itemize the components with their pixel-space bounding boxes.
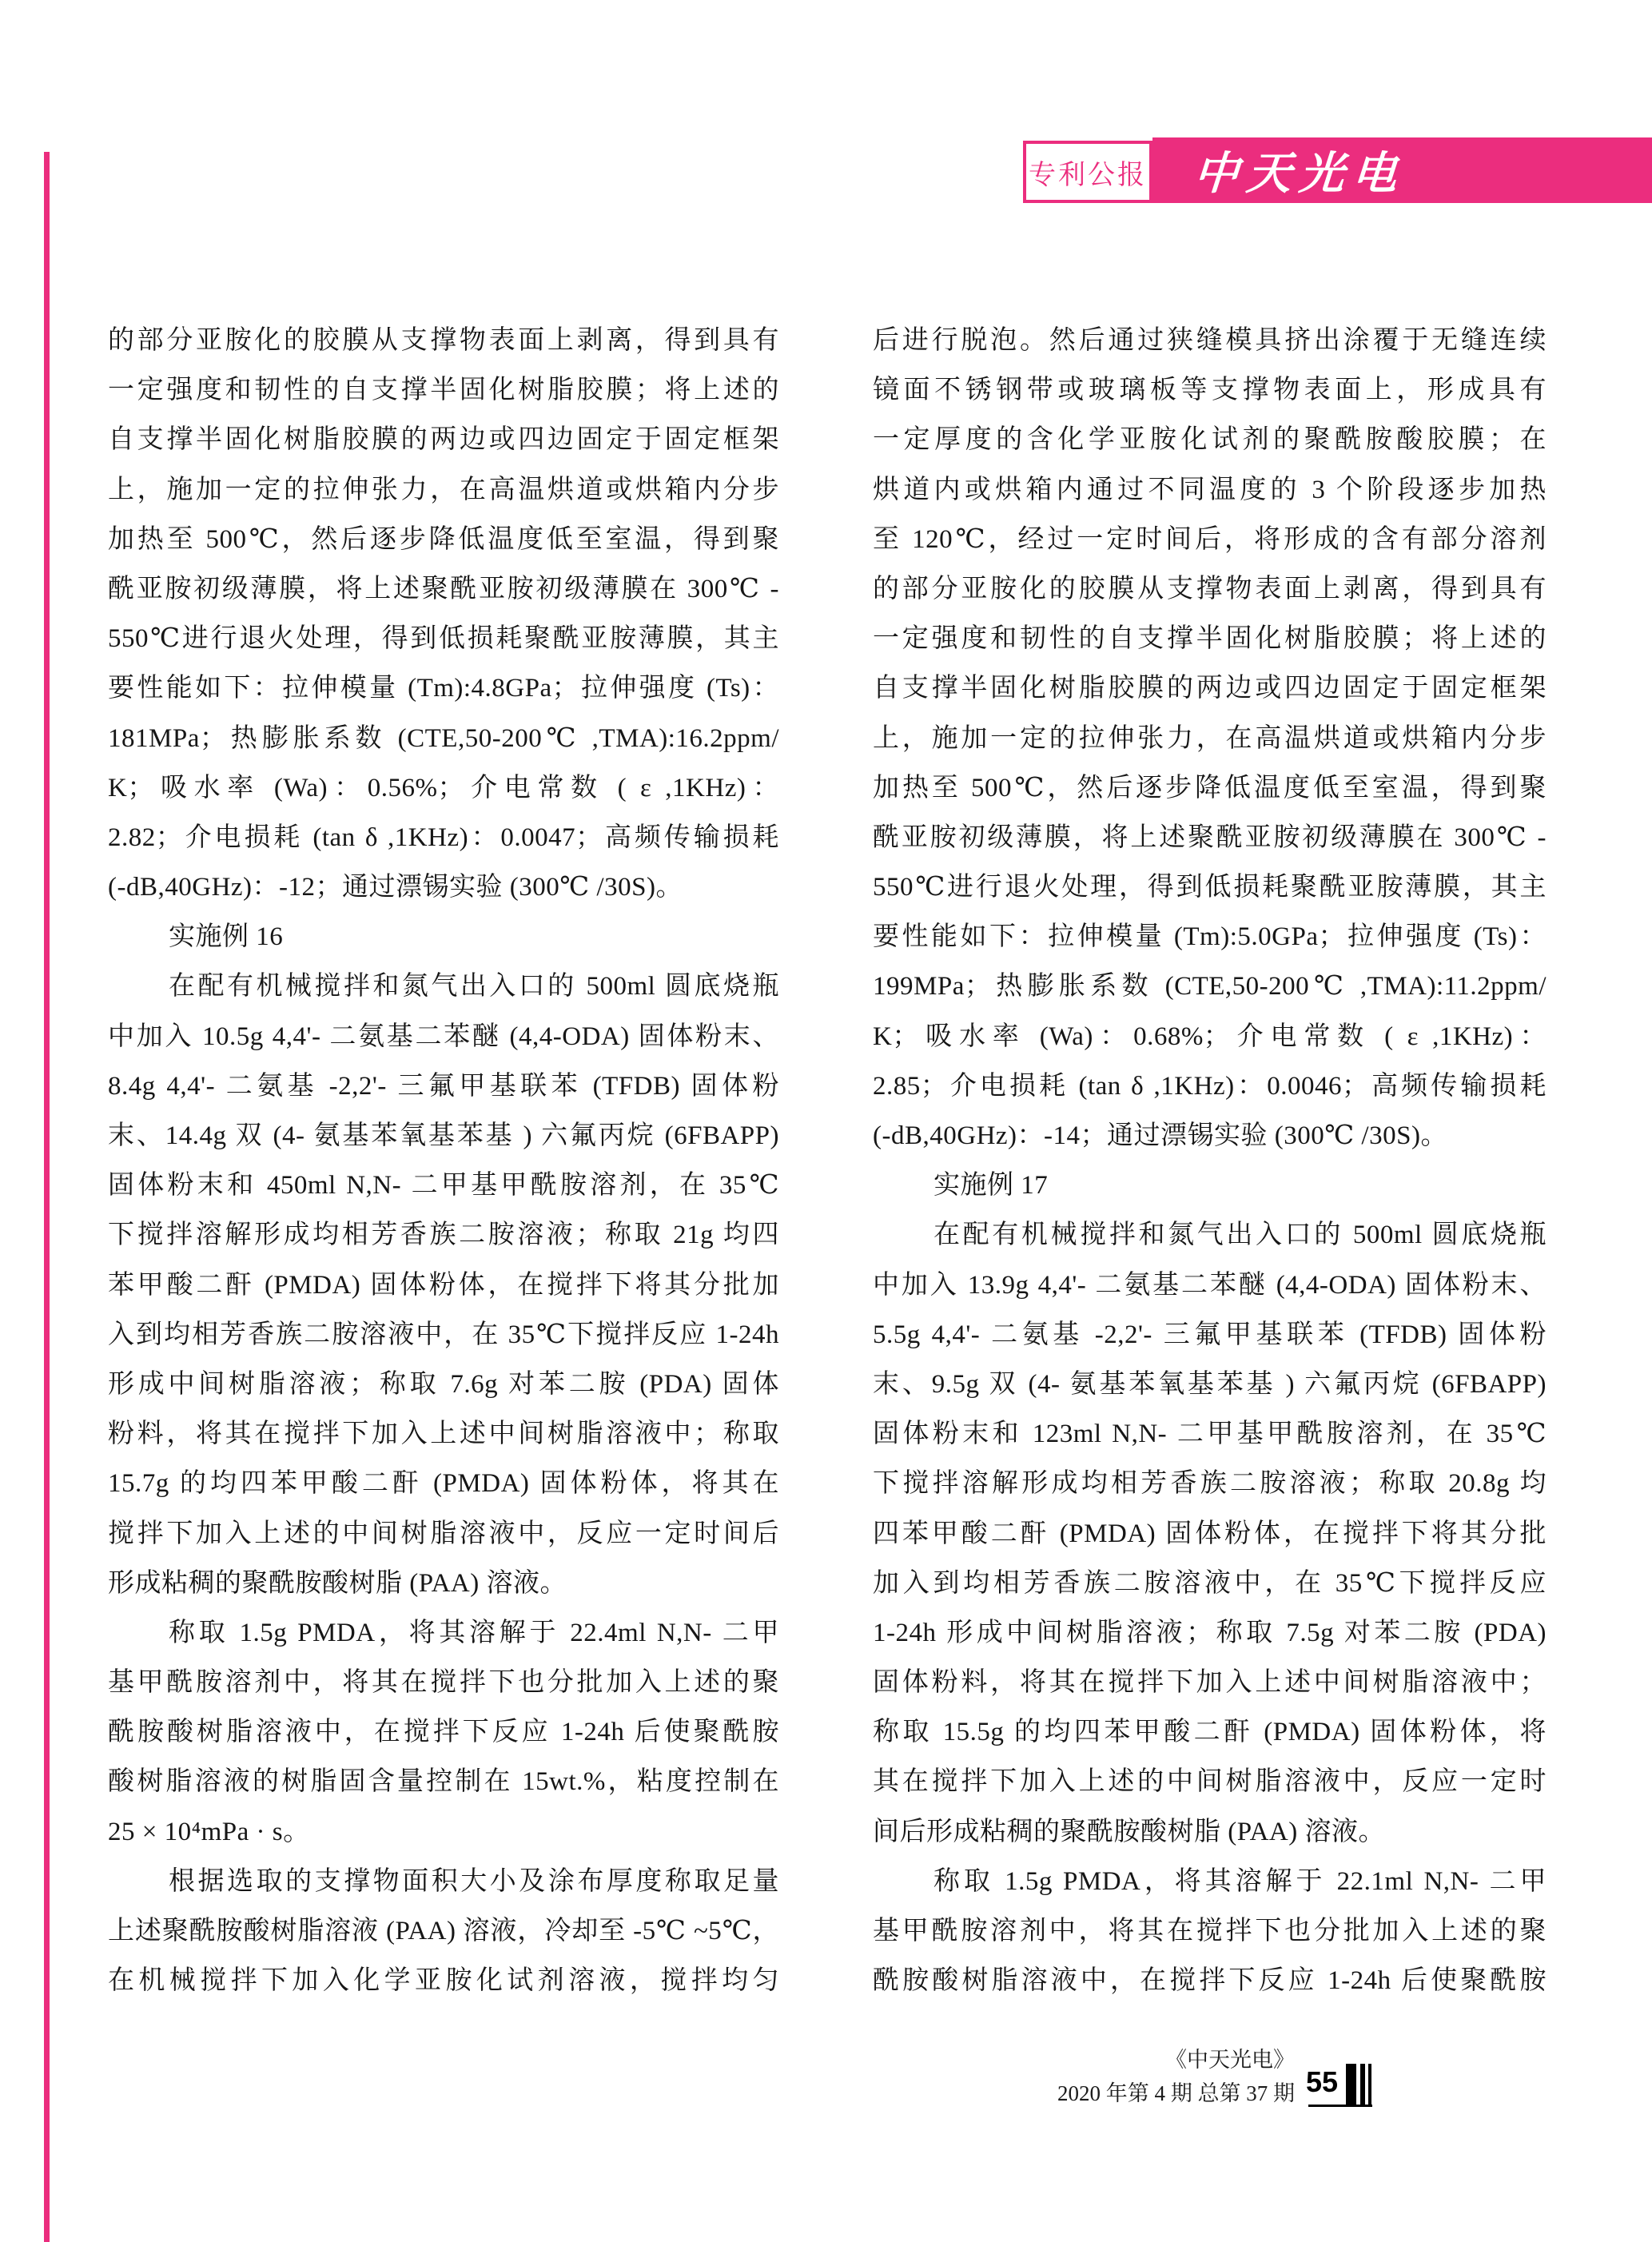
- text-line: 末、14.4g 双 (4- 氨基苯氧基苯基 ) 六氟丙烷 (6FBAPP): [108, 1121, 779, 1150]
- text-line: 1-24h 形成中间树脂溶液；称取 7.5g 对苯二胺 (PDA): [873, 1618, 1547, 1647]
- footer-issue-block: [959, 2043, 1295, 2110]
- text-line: 烘道内或烘箱内通过不同温度的 3 个阶段逐步加热: [873, 475, 1547, 504]
- text-line: 酰亚胺初级薄膜，将上述聚酰亚胺初级薄膜在 300℃ -: [108, 574, 779, 603]
- text-line: 550℃进行退火处理，得到低损耗聚酰亚胺薄膜，其主: [108, 624, 779, 654]
- text-line: 2.85；介电损耗 (tan δ ,1KHz)：0.0046；高频传输损耗: [873, 1071, 1547, 1101]
- page-marker-bar: [1360, 2064, 1365, 2105]
- text-line: 实施例 16: [169, 922, 284, 952]
- text-line: 8.4g 4,4'- 二氨基 -2,2'- 三氟甲基联苯 (TFDB) 固体粉: [108, 1071, 779, 1101]
- text-line: K；吸水率 (Wa)：0.68%；介电常数 ( ε ,1KHz)：: [873, 1021, 1547, 1051]
- page-number-rule: [1308, 2105, 1372, 2107]
- body-left-column: [108, 316, 779, 2005]
- text-line: 下搅拌溶解形成均相芳香族二胺溶液；称取 20.8g 均: [873, 1469, 1547, 1499]
- text-line: 其在搅拌下加入上述的中间树脂溶液中，反应一定时: [873, 1767, 1547, 1797]
- text-line: 在配有机械搅拌和氮气出入口的 500ml 圆底烧瓶: [169, 972, 779, 1002]
- text-line: 镜面不锈钢带或玻璃板等支撑物表面上，形成具有: [873, 376, 1547, 405]
- text-line: 至 120℃，经过一定时间后，将形成的含有部分溶剂: [873, 524, 1547, 554]
- text-line: 自支撑半固化树脂胶膜的两边或四边固定于固定框架: [873, 674, 1547, 703]
- text-line: 粉料，将其在搅拌下加入上述中间树脂溶液中；称取: [108, 1420, 779, 1449]
- text-line: 2.82；介电损耗 (tan δ ,1KHz)：0.0047；高频传输损耗: [108, 822, 779, 852]
- text-line: 一定厚度的含化学亚胺化试剂的聚酰胺酸胶膜；在: [873, 425, 1547, 455]
- text-line: 的部分亚胺化的胶膜从支撑物表面上剥离，得到具有: [108, 326, 779, 355]
- issue-info: 2020 年第 4 期 总第 37 期: [1057, 2081, 1295, 2105]
- text-line: 固体粉末和 123ml N,N- 二甲基甲酰胺溶剂，在 35℃: [873, 1420, 1547, 1449]
- text-line: 下搅拌溶解形成均相芳香族二胺溶液；称取 21g 均四: [108, 1221, 779, 1250]
- text-line: 15.7g 的均四苯甲酸二酐 (PMDA) 固体粉体，将其在: [108, 1469, 779, 1499]
- text-line: 入到均相芳香族二胺溶液中，在 35℃下搅拌反应 1-24h: [108, 1320, 779, 1349]
- text-line: 加热至 500℃，然后逐步降低温度低至室温，得到聚: [108, 524, 779, 554]
- text-line: 搅拌下加入上述的中间树脂溶液中，反应一定时间后: [108, 1519, 779, 1548]
- text-line: 自支撑半固化树脂胶膜的两边或四边固定于固定框架: [108, 425, 779, 455]
- text-line: 的部分亚胺化的胶膜从支撑物表面上剥离，得到具有: [873, 574, 1547, 603]
- patent-gazette-badge-label: 专利公报: [1029, 159, 1147, 190]
- text-line: 上，施加一定的拉伸张力，在高温烘道或烘箱内分步: [108, 475, 779, 504]
- text-line: 上，施加一定的拉伸张力，在高温烘道或烘箱内分步: [873, 723, 1547, 753]
- text-line: 一定强度和韧性的自支撑半固化树脂胶膜；将上述的: [108, 376, 779, 405]
- page-number: 55: [1306, 2065, 1339, 2098]
- text-line: 间后形成粘稠的聚酰胺酸树脂 (PAA) 溶液。: [873, 1817, 1385, 1846]
- text-line: (-dB,40GHz)：-12；通过漂锡实验 (300℃ /30S)。: [108, 873, 683, 902]
- text-line: K；吸水率 (Wa)：0.56%；介电常数 ( ε ,1KHz)：: [108, 773, 779, 802]
- text-line: 后进行脱泡。然后通过狭缝模具挤出涂覆于无缝连续: [873, 326, 1547, 355]
- text-line: 加入到均相芳香族二胺溶液中，在 35℃下搅拌反应: [873, 1568, 1547, 1598]
- text-line: 中加入 10.5g 4,4'- 二氨基二苯醚 (4,4-ODA) 固体粉末、: [108, 1021, 779, 1051]
- text-line: (-dB,40GHz)：-14；通过漂锡实验 (300℃ /30S)。: [873, 1121, 1447, 1150]
- body-right-column: [873, 316, 1547, 2005]
- text-line: 要性能如下：拉伸模量 (Tm):5.0GPa；拉伸强度 (Ts)：: [873, 922, 1547, 952]
- text-line: 199MPa；热膨胀系数 (CTE,50-200℃ ,TMA):11.2ppm/: [873, 972, 1547, 1002]
- text-line: 在配有机械搅拌和氮气出入口的 500ml 圆底烧瓶: [933, 1221, 1547, 1250]
- brand-logo-text: 中天光电: [1192, 147, 1407, 200]
- text-line: 称取 1.5g PMDA，将其溶解于 22.4ml N,N- 二甲: [169, 1618, 779, 1647]
- text-line: 5.5g 4,4'- 二氨基 -2,2'- 三氟甲基联苯 (TFDB) 固体粉: [873, 1320, 1547, 1349]
- text-line: 酸树脂溶液的树脂固含量控制在 15wt.%，粘度控制在: [108, 1767, 779, 1797]
- text-line: 中加入 13.9g 4,4'- 二氨基二苯醚 (4,4-ODA) 固体粉末、: [873, 1270, 1547, 1300]
- text-line: 基甲酰胺溶剂中，将其在搅拌下也分批加入上述的聚: [108, 1668, 779, 1698]
- text-line: 550℃进行退火处理，得到低损耗聚酰亚胺薄膜，其主: [873, 873, 1547, 902]
- text-line: 酰胺酸树脂溶液中，在搅拌下反应 1-24h 后使聚酰胺: [108, 1718, 779, 1747]
- text-line: 一定强度和韧性的自支撑半固化树脂胶膜；将上述的: [873, 624, 1547, 654]
- left-accent-rule: [44, 152, 50, 2242]
- brand-banner: [1152, 137, 1652, 203]
- text-line: 固体粉末和 450ml N,N- 二甲基甲酰胺溶剂，在 35℃: [108, 1171, 779, 1201]
- text-line: 加热至 500℃，然后逐步降低温度低至室温，得到聚: [873, 773, 1547, 802]
- text-line: 称取 1.5g PMDA，将其溶解于 22.1ml N,N- 二甲: [933, 1866, 1547, 1896]
- text-line: 形成粘稠的聚酰胺酸树脂 (PAA) 溶液。: [108, 1568, 567, 1598]
- text-line: 固体粉料，将其在搅拌下加入上述中间树脂溶液中；: [873, 1668, 1547, 1698]
- text-line: 苯甲酸二酐 (PMDA) 固体粉体，在搅拌下将其分批加: [108, 1270, 779, 1300]
- text-line: 末、9.5g 双 (4- 氨基苯氧基苯基 ) 六氟丙烷 (6FBAPP): [873, 1369, 1547, 1399]
- text-line: 在机械搅拌下加入化学亚胺化试剂溶液，搅拌均匀: [108, 1966, 779, 1996]
- journal-name: 《中天光电》: [1165, 2048, 1295, 2072]
- page-marker-bar: [1346, 2064, 1356, 2105]
- text-line: 基甲酰胺溶剂中，将其在搅拌下也分批加入上述的聚: [873, 1917, 1547, 1945]
- text-line: 要性能如下：拉伸模量 (Tm):4.8GPa；拉伸强度 (Ts)：: [108, 674, 779, 703]
- patent-gazette-badge: [1023, 141, 1152, 203]
- text-line: 酰亚胺初级薄膜，将上述聚酰亚胺初级薄膜在 300℃ -: [873, 822, 1547, 852]
- page-marker-bar: [1368, 2064, 1371, 2105]
- text-line: 称取 15.5g 的均四苯甲酸二酐 (PMDA) 固体粉体，将: [873, 1718, 1547, 1747]
- text-line: 实施例 17: [933, 1171, 1049, 1201]
- text-line: 四苯甲酸二酐 (PMDA) 固体粉体，在搅拌下将其分批: [873, 1519, 1547, 1548]
- text-line: 上述聚酰胺酸树脂溶液 (PAA) 溶液，冷却至 -5℃ ~5℃，: [108, 1917, 779, 1945]
- text-line: 形成中间树脂溶液；称取 7.6g 对苯二胺 (PDA) 固体: [108, 1369, 779, 1399]
- text-line: 酰胺酸树脂溶液中，在搅拌下反应 1-24h 后使聚酰胺: [873, 1966, 1547, 1996]
- text-line: 根据选取的支撑物面积大小及涂布厚度称取足量: [169, 1866, 779, 1896]
- text-line: 181MPa；热膨胀系数 (CTE,50-200℃ ,TMA):16.2ppm/: [108, 723, 779, 753]
- text-line: 25 × 10⁴mPa · s。: [108, 1817, 310, 1846]
